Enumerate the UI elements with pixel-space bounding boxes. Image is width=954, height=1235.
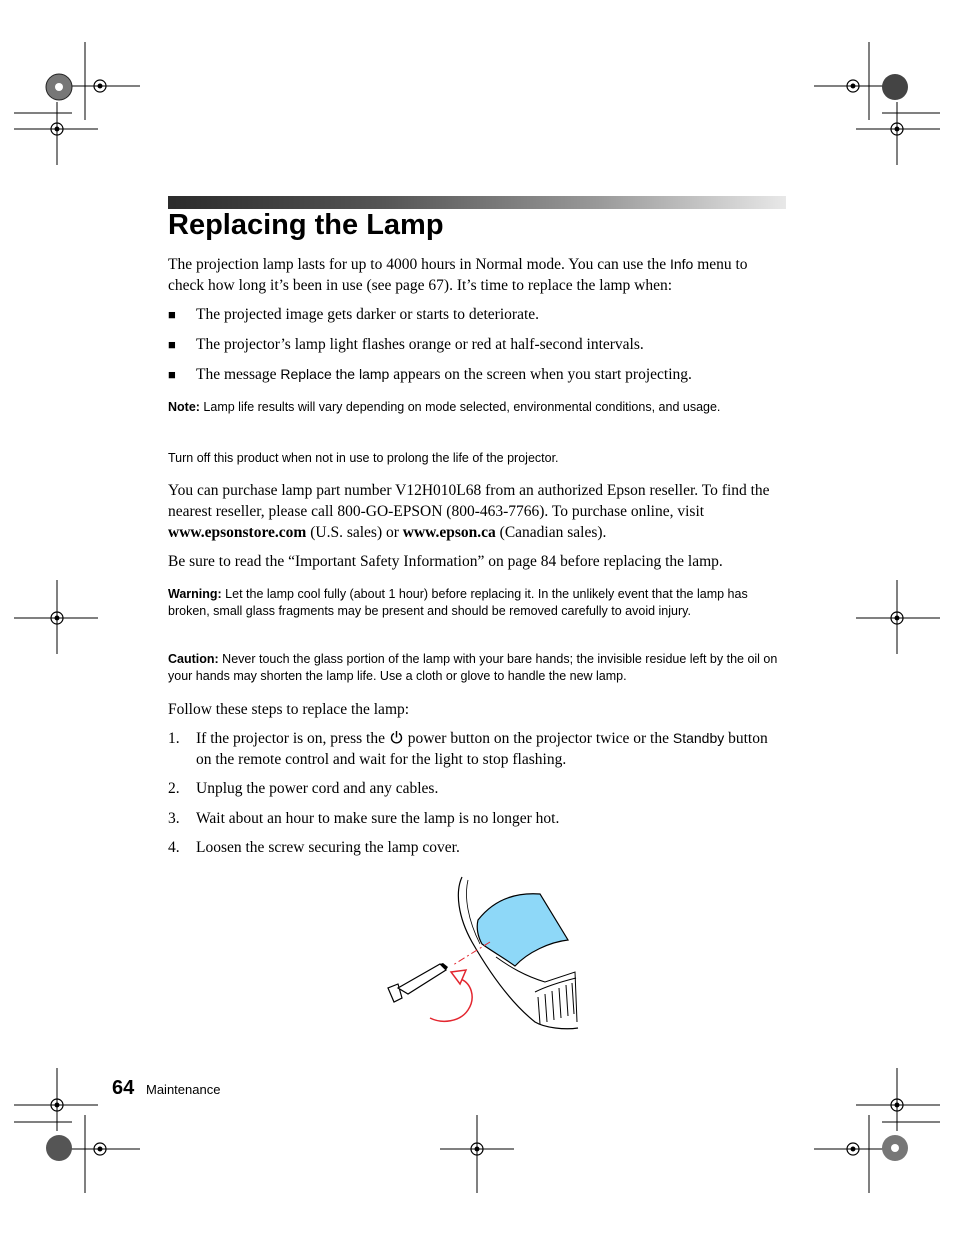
purchase-text-2: (U.S. sales) or	[306, 524, 403, 541]
step-number: 1.	[168, 730, 180, 747]
step-number: 3.	[168, 810, 180, 827]
note-label: Note:	[168, 400, 200, 414]
epsonstore-link[interactable]: www.epsonstore.com	[168, 524, 307, 541]
note-extra: Turn off this product when not in use to prolong the life of the projector.	[168, 451, 559, 465]
step-number: 4.	[168, 839, 180, 856]
step-text-pre: If the projector is on, press the	[196, 730, 389, 747]
step-text: Wait about an hour to make sure the lamp is no longer hot.	[196, 810, 560, 827]
bullet-text-pre: The message	[196, 366, 281, 383]
bullet-square-icon: ■	[168, 307, 176, 322]
safety-paragraph: Be sure to read the “Important Safety Information” on page 84 before replacing the lamp.	[168, 553, 723, 570]
bullet-text: The projected image gets darker or starts to deteriorate.	[196, 306, 540, 323]
intro-text-2: menu to check how long it’s been in use (see page 67). It’s time to replace the lamp when:	[168, 256, 748, 294]
warning-block	[168, 586, 782, 620]
step-text-mid: power button on the projector twice or the	[403, 730, 673, 747]
page-number: 64	[112, 1077, 135, 1099]
screwdriver-icon	[388, 963, 448, 1002]
step-item	[168, 728, 784, 770]
purchase-paragraph	[168, 480, 784, 543]
warning-text: Let the lamp cool fully (about 1 hour) before replacing it. In the unlikely event that the lamp has broken, small glass fragments may be present and should be removed carefully to avoid injury.	[168, 587, 748, 618]
standby-button-name: Standby	[672, 730, 725, 746]
bullet-square-icon: ■	[168, 337, 176, 352]
warning-label: Warning:	[168, 587, 222, 601]
info-menu-name: Info	[669, 256, 694, 272]
projector-side-outline	[496, 957, 577, 1022]
caution-block	[168, 651, 782, 685]
page-title: Replacing the Lamp	[168, 209, 444, 241]
step-text: Unplug the power cord and any cables.	[196, 780, 439, 797]
note-text: Lamp life results will vary depending on mode selected, environmental conditions, and usage.	[199, 400, 721, 414]
lamp-cover	[477, 894, 568, 966]
bullet-text	[196, 364, 692, 385]
intro-paragraph	[168, 254, 784, 296]
note-block	[168, 399, 782, 416]
step-text	[196, 728, 784, 770]
step-number: 2.	[168, 780, 180, 797]
epson-ca-link[interactable]: www.epson.ca	[402, 524, 496, 541]
caution-label: Caution:	[168, 652, 219, 666]
lamp-cover-illustration	[380, 872, 585, 1032]
bullet-text-post: appears on the screen when you start projecting.	[389, 366, 692, 383]
section-name: Maintenance	[146, 1082, 221, 1097]
purchase-text-3: (Canadian sales).	[495, 524, 607, 541]
vent-grille-icon	[535, 978, 576, 1024]
bullet-text: The projector’s lamp light flashes orange or red at half-second intervals.	[196, 336, 644, 353]
caution-text: Never touch the glass portion of the lamp with your bare hands; the invisible residue left by the oil on your hands may shorten the lamp life. Use a cloth or glove to handle the new lamp.	[168, 652, 778, 683]
step-text-post: button on the remote control and wait for the light to stop flashing.	[196, 730, 768, 768]
power-icon	[390, 730, 403, 745]
bullet-square-icon: ■	[168, 367, 176, 382]
arrow-head	[451, 970, 466, 984]
purchase-text-1: You can purchase lamp part number V12H010L68 from an authorized Epson reseller. To find the nearest reseller, please call 800-GO-EPSON (800-463-7766). To purchase online, visit	[168, 482, 770, 520]
step-text: Loosen the screw securing the lamp cover.	[196, 839, 460, 856]
intro-text-1: The projection lamp lasts for up to 4000 hours in Normal mode. You can use the	[168, 256, 670, 273]
replace-lamp-message: Replace the lamp	[280, 366, 390, 382]
steps-intro: Follow these steps to replace the lamp:	[168, 701, 410, 718]
rotation-arrow-icon	[430, 978, 472, 1021]
